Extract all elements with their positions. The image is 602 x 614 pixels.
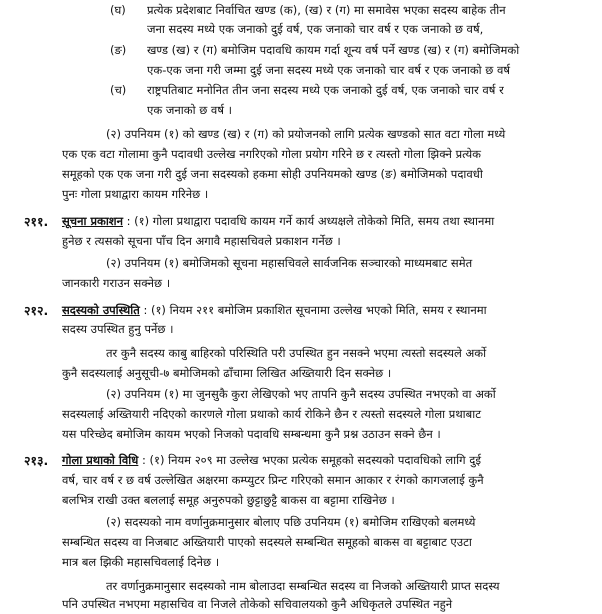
text-line: (२) उपनियम (१) बमोजिमको सूचना महासचिवले सार्वजनिक सञ्चारको माध्यमबाट समेत xyxy=(106,256,473,270)
item-marker: (च) xyxy=(110,83,127,97)
section-heading-line xyxy=(62,302,487,320)
section-number: २१२. xyxy=(24,303,49,318)
text-line: समूहको एक एक जना गरी दुई जना सदस्यको हकमा सोही उपनियमको खण्ड (ङ) बमोजिमको पदावधी xyxy=(62,167,483,181)
text-line: जानकारी गराउन सक्नेछ । xyxy=(62,276,171,290)
text-line: (२) उपनियम (१) को खण्ड (ख) र (ग) को प्रयोजनको लागि प्रत्येक खण्डको सात वटा गोला मध्ये xyxy=(106,127,506,141)
text-line: एक-एक जना गरी जम्मा दुई जना सदस्य मध्ये एक जनाको चार वर्ष र एक जनाको छ वर्ष xyxy=(147,63,511,77)
text-line: सदस्य उपस्थित हुनु पर्नेछ । xyxy=(62,322,174,336)
section-first-line: : (१) गोला प्रथाद्वारा पदावधि कायम गर्ने कार्य अध्यक्षले तोकेको मिति, समय तथा स्थानमा xyxy=(126,214,495,228)
text-line: खण्ड (ख) र (ग) बमोजिम पदावधि कायम गर्दा शून्य वर्ष पर्ने खण्ड (ख) र (ग) बमोजिमको xyxy=(147,43,520,57)
text-line: सदस्यलाई अख्तियारी नदिएको कारणले गोला प्रथाको कार्य रोकिने छैन र त्यस्तो सदस्यले गोला प्रथाबाट xyxy=(62,407,481,421)
text-line: बलभित्र राखी उक्त बललाई समूह अनुरुपको छुट्टाछुट्टै बाकस वा बट्टामा राखिनेछ । xyxy=(62,493,395,507)
section-first-line: : (१) नियम २११ बमोजिम प्रकाशित सूचनामा उल्लेख भएको मिति, समय र स्थानमा xyxy=(143,303,487,317)
text-line: कुनै सदस्यलाई अनुसूची-७ बमोजिमको ढाँचामा लिखित अख्तियारी दिन सक्नेछ । xyxy=(62,366,392,380)
text-line: पुनः गोला प्रथाद्वारा कायम गरिनेछ । xyxy=(62,187,209,201)
item-marker: (घ) xyxy=(110,3,126,17)
text-line: तर कुनै सदस्य काबु बाहिरको परिस्थिति परी उपस्थित हुन नसक्ने भएमा त्यस्तो सदस्यले अर्को xyxy=(106,346,487,360)
section-number: २१३. xyxy=(24,453,49,468)
section-heading-line xyxy=(62,452,481,470)
text-line: वर्ष, चार वर्ष र छ वर्ष उल्लेखित अक्षरमा कम्प्युटर प्रिन्ट गरिएको समान आकार र रंगको कागजलाई कुनै xyxy=(62,473,484,487)
text-line: हुनेछ र त्यसको सूचना पाँच दिन अगावै महासचिवले प्रकाशन गर्नेछ । xyxy=(62,234,341,248)
section-first-line: : (१) नियम २०९ मा उल्लेख भएका प्रत्येक समूहको सदस्यको पदावधिको लागि दुई xyxy=(142,453,481,467)
text-line: प्रत्येक प्रदेशबाट निर्वाचित खण्ड (क), (ख) र (ग) मा समावेस भएका सदस्य बाहेक तीन xyxy=(147,3,506,17)
text-line: एक जनाको छ वर्ष । xyxy=(147,103,232,117)
text-line: एक एक वटा गोलामा कुनै पदावधी उल्लेख नगरिएको गोला प्रयोग गरिने छ र त्यस्तो गोला झिक्ने प्रत्येक xyxy=(62,147,481,161)
text-line: सम्बन्धित सदस्य वा निजबाट अख्तियारी पाएको सदस्यले सम्बन्धित समूहको बाकस वा बट्टाबाट एउटा xyxy=(62,535,472,549)
section-title: गोला प्रथाको विधि xyxy=(62,453,139,467)
text-line: (२) सदस्यको नाम वर्णानुक्रमानुसार बोलाए पछि उपनियम (१) बमोजिम राखिएको बलमध्ये xyxy=(106,515,476,529)
text-line: पनि उपस्थित नभएमा महासचिव वा निजले तोकेको सचिवालयको कुनै अधिकृतले उपस्थित नहुने xyxy=(62,597,453,611)
text-line: राष्ट्रपतिबाट मनोनित तीन जना सदस्य मध्ये एक जनाको दुई वर्ष, एक जनाको चार वर्ष र xyxy=(147,83,504,97)
item-marker: (ङ) xyxy=(110,43,127,57)
text-line: जना सदस्य मध्ये एक जनाको दुई वर्ष, एक जनाको चार वर्ष र एक जनाको छ वर्ष, xyxy=(147,22,484,36)
section-title: सदस्यको उपस्थिति xyxy=(62,303,140,317)
section-heading-line xyxy=(62,213,494,231)
text-line: यस परिच्छेद बमोजिम कायम भएको निजको पदावधि सम्बन्धमा कुनै प्रश्न उठाउन सक्ने छैन । xyxy=(62,427,441,441)
section-title: सूचना प्रकाशन xyxy=(62,214,123,228)
text-line: (२) उपनियम (१) मा जुनसुकै कुरा लेखिएको भए तापनि कुनै सदस्य उपस्थित नभएको वा अर्को xyxy=(106,387,496,401)
text-line: तर वर्णानुक्रमानुसार सदस्यको नाम बोलाउदा सम्बन्धित सदस्य वा निजको अख्तियारी प्राप्त सदस्य xyxy=(106,579,500,593)
text-line: मात्र बल झिकी महासचिवलाई दिनेछ । xyxy=(62,555,220,569)
section-number: २११. xyxy=(24,214,49,229)
